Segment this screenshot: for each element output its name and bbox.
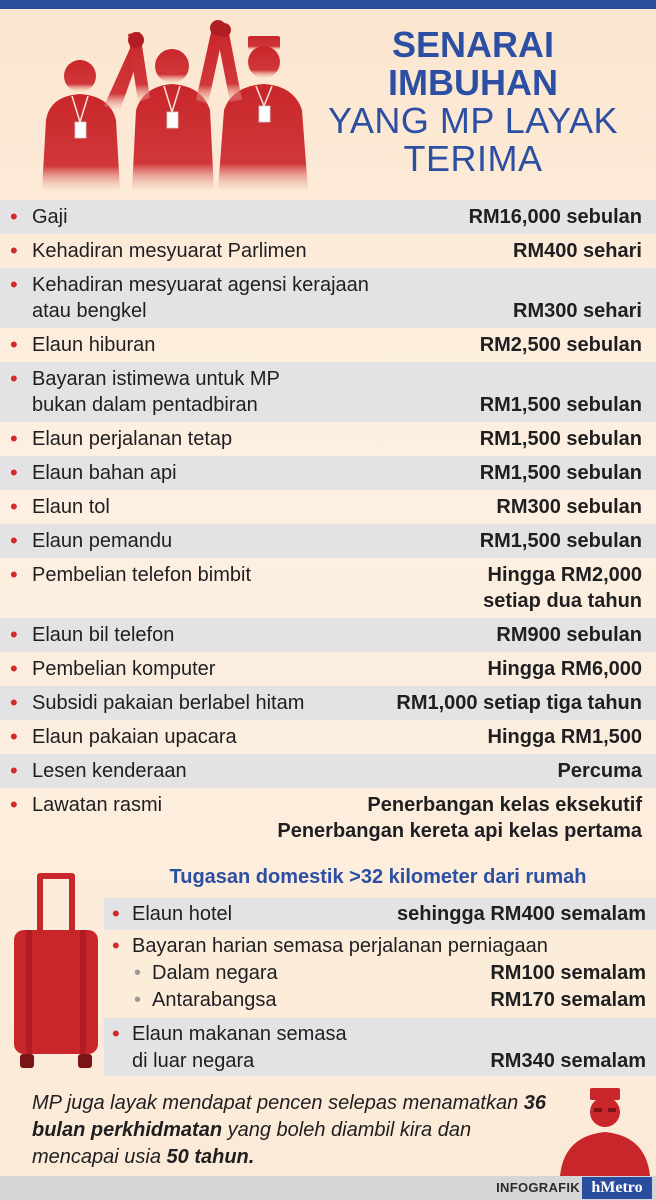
bullet-icon: • bbox=[10, 272, 18, 297]
title-line-4: TERIMA bbox=[403, 138, 543, 179]
allowance-list bbox=[0, 200, 656, 848]
sub-bullet-icon: • bbox=[134, 989, 142, 1011]
list-item bbox=[0, 328, 656, 362]
item-value: RM340 semalam bbox=[490, 1050, 646, 1072]
domestic-allowance-list bbox=[104, 898, 656, 1076]
item-label: Elaun bil telefon bbox=[32, 624, 175, 646]
suitcase-icon bbox=[8, 866, 104, 1072]
title-line-1: SENARAI bbox=[391, 24, 555, 65]
item-label-continued: atau bengkel bbox=[32, 300, 147, 322]
list-item bbox=[0, 788, 656, 848]
item-value: sehingga RM400 semalam bbox=[397, 903, 646, 925]
list-item bbox=[0, 652, 656, 686]
bullet-icon: • bbox=[10, 622, 18, 647]
item-label: Kehadiran mesyuarat Parlimen bbox=[32, 240, 307, 262]
bullet-icon: • bbox=[10, 724, 18, 749]
bullet-icon: • bbox=[10, 792, 18, 817]
sub-item-value: RM100 semalam bbox=[490, 962, 646, 984]
politicians-illustration bbox=[20, 10, 320, 190]
bullet-icon: • bbox=[112, 901, 120, 926]
bullet-icon: • bbox=[10, 238, 18, 263]
item-label: Elaun pemandu bbox=[32, 530, 173, 552]
bullet-icon: • bbox=[10, 562, 18, 587]
item-label: Elaun tol bbox=[32, 496, 110, 518]
bullet-icon: • bbox=[10, 494, 18, 519]
item-value: RM1,000 setiap tiga tahun bbox=[396, 692, 642, 714]
bullet-icon: • bbox=[10, 460, 18, 485]
note-text: yang boleh diambil kira dan mencapai usia bbox=[32, 1119, 472, 1168]
note-highlight: 36 bulan perkhidmatan bbox=[32, 1092, 547, 1141]
item-label: Bayaran harian semasa perjalanan perniagaan bbox=[132, 935, 548, 957]
item-label: Lesen kenderaan bbox=[32, 760, 187, 782]
list-item bbox=[0, 754, 656, 788]
list-item bbox=[0, 686, 656, 720]
item-label: Gaji bbox=[32, 206, 68, 228]
item-value: RM2,500 sebulan bbox=[479, 334, 642, 356]
item-value: RM16,000 sebulan bbox=[468, 206, 642, 228]
item-value: RM300 sebulan bbox=[496, 496, 642, 518]
list-item bbox=[0, 268, 656, 328]
bullet-icon: • bbox=[10, 332, 18, 357]
item-value: Hingga RM1,500 bbox=[487, 726, 642, 748]
bullet-icon: • bbox=[112, 933, 120, 958]
title-line-2: IMBUHAN bbox=[388, 62, 558, 103]
list-item bbox=[0, 558, 656, 618]
item-value: Hingga RM2,000 bbox=[487, 564, 642, 586]
sub-item-label: Dalam negara bbox=[152, 962, 278, 984]
bullet-icon: • bbox=[10, 758, 18, 783]
item-value: RM1,500 sebulan bbox=[479, 394, 642, 416]
list-item bbox=[0, 362, 656, 422]
list-item bbox=[0, 200, 656, 234]
item-label-continued: bukan dalam pentadbiran bbox=[32, 394, 258, 416]
item-value: Penerbangan kelas eksekutif bbox=[367, 794, 642, 816]
list-item bbox=[0, 456, 656, 490]
bullet-icon: • bbox=[10, 204, 18, 229]
person-silhouette-icon bbox=[560, 1084, 650, 1176]
sub-bullet-icon: • bbox=[134, 962, 142, 984]
brand-logo: hMetro bbox=[582, 1177, 652, 1199]
bullet-icon: • bbox=[10, 656, 18, 681]
pension-note bbox=[32, 1090, 552, 1171]
list-item bbox=[0, 234, 656, 268]
item-label-continued: di luar negara bbox=[132, 1050, 255, 1072]
item-label: Elaun bahan api bbox=[32, 462, 177, 484]
item-label: Kehadiran mesyuarat agensi kerajaan bbox=[32, 274, 369, 296]
list-item bbox=[104, 898, 656, 930]
item-label: Pembelian telefon bimbit bbox=[32, 564, 252, 586]
item-value: Percuma bbox=[557, 760, 642, 782]
top-bar bbox=[0, 0, 656, 9]
item-label: Elaun hiburan bbox=[32, 334, 156, 356]
list-item bbox=[104, 1018, 656, 1076]
note-text: MP juga layak mendapat pencen selepas menamatkan bbox=[32, 1092, 524, 1114]
bullet-icon: • bbox=[10, 366, 18, 391]
item-value: RM400 sehari bbox=[513, 240, 642, 262]
item-label: Bayaran istimewa untuk MP bbox=[32, 368, 280, 390]
note-highlight: 50 tahun. bbox=[166, 1146, 255, 1168]
bullet-icon: • bbox=[10, 528, 18, 553]
item-value: RM300 sehari bbox=[513, 300, 642, 322]
title-line-3: YANG MP LAYAK bbox=[328, 100, 618, 141]
credit-label: INFOGRAFIK bbox=[496, 1180, 580, 1195]
list-item bbox=[0, 524, 656, 558]
domestic-duty-title: Tugasan domestik >32 kilometer dari rumah bbox=[169, 866, 587, 888]
bullet-icon: • bbox=[10, 690, 18, 715]
bullet-icon: • bbox=[10, 426, 18, 451]
bullet-icon: • bbox=[112, 1021, 120, 1046]
item-value: RM1,500 sebulan bbox=[479, 530, 642, 552]
credits-bar bbox=[0, 1176, 656, 1200]
item-value: RM900 sebulan bbox=[496, 624, 642, 646]
list-item bbox=[104, 930, 656, 1018]
sub-item-value: RM170 semalam bbox=[490, 989, 646, 1011]
item-label: Elaun hotel bbox=[132, 903, 233, 925]
item-value-continued: Penerbangan kereta api kelas pertama bbox=[277, 820, 642, 842]
item-value-continued: setiap dua tahun bbox=[483, 590, 642, 612]
item-label: Lawatan rasmi bbox=[32, 794, 163, 816]
item-label: Subsidi pakaian berlabel hitam bbox=[32, 692, 305, 714]
item-label: Pembelian komputer bbox=[32, 658, 216, 680]
item-label: Elaun perjalanan tetap bbox=[32, 428, 233, 450]
item-value: RM1,500 sebulan bbox=[479, 462, 642, 484]
list-item bbox=[0, 422, 656, 456]
list-item bbox=[0, 618, 656, 652]
item-value: Hingga RM6,000 bbox=[487, 658, 642, 680]
list-item bbox=[0, 720, 656, 754]
item-label: Elaun pakaian upacara bbox=[32, 726, 237, 748]
sub-item-label: Antarabangsa bbox=[152, 989, 277, 1011]
item-label: Elaun makanan semasa bbox=[132, 1023, 347, 1045]
item-value: RM1,500 sebulan bbox=[479, 428, 642, 450]
list-item bbox=[0, 490, 656, 524]
infographic-title bbox=[300, 26, 646, 178]
